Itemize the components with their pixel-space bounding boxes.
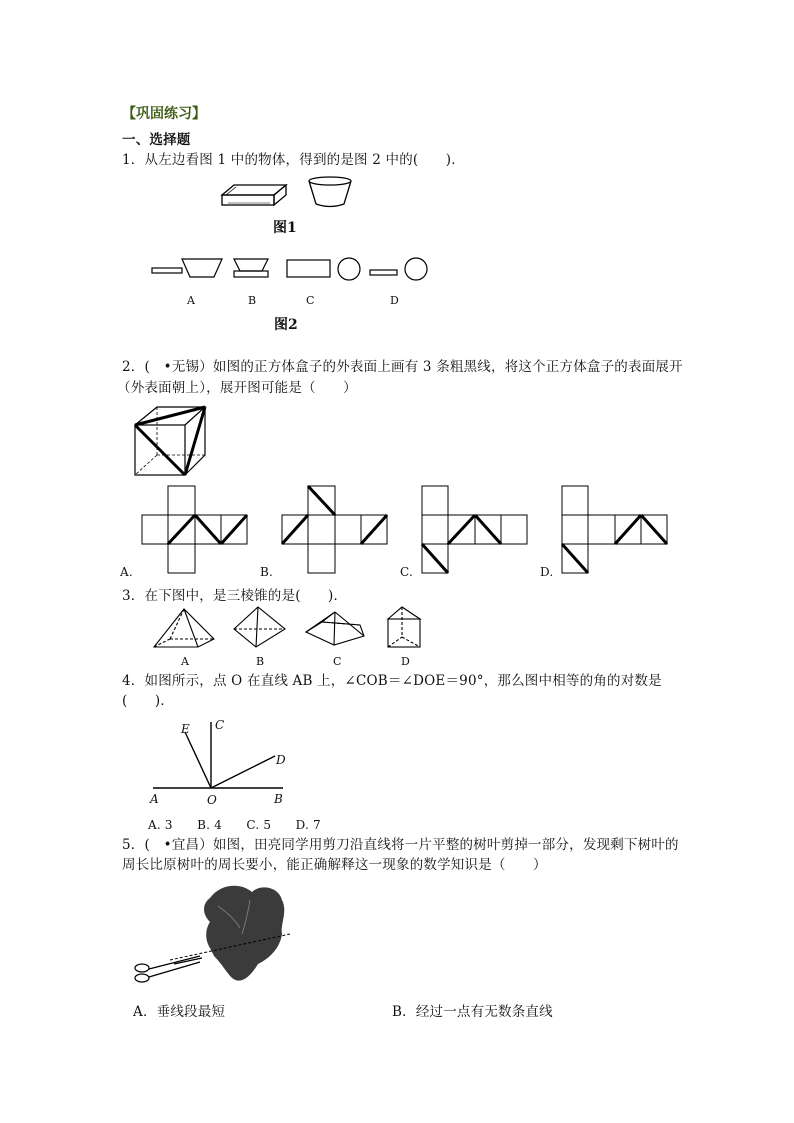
q5-leaf-scissors-figure: [130, 878, 300, 993]
q1-option-a-label: A: [187, 294, 195, 307]
question-1-text: 1．从左边看图 1 中的物体，得到的是图 2 中的( )．: [122, 152, 465, 168]
q1-figure1-objects: [218, 175, 358, 215]
q2-option-c-label: C.: [400, 565, 413, 579]
q1-figure2-caption: 图2: [274, 317, 298, 333]
q1-figure1-caption: 图1: [273, 220, 297, 236]
q4-point-e-label: E: [181, 722, 190, 736]
q1-option-b-label: B: [248, 294, 257, 307]
q1-option-d-label: D: [390, 294, 399, 307]
q3-option-b-label: B: [256, 655, 265, 668]
q3-option-d-label: D: [401, 655, 410, 668]
q4-point-b-label: B: [274, 792, 284, 806]
q4-point-c-label: C: [215, 718, 225, 732]
question-2-line1: 2．( •无锡）如图的正方体盒子的外表面上画有 3 条粗黑线，将这个正方体盒子的表面展开: [122, 359, 683, 375]
part-title: 一、选择题: [122, 132, 191, 148]
question-3-text: 3．在下图中，是三棱锥的是( )．: [122, 588, 348, 604]
q1-option-c-label: C: [306, 294, 315, 307]
q1-figure2-options: [150, 256, 435, 286]
q5-option-a: A．垂线段最短: [133, 1004, 226, 1020]
question-4-line2: ( )．: [122, 693, 175, 709]
q2-option-a-label: A.: [120, 565, 133, 579]
section-title: 【巩固练习】: [122, 106, 206, 122]
question-5-line2: 周长比原树叶的周长要小，能正确解释这一现象的数学知识是（ ）: [122, 857, 547, 873]
q4-point-d-label: D: [276, 753, 286, 767]
q3-option-a-label: A: [181, 655, 189, 668]
q3-option-c-label: C: [333, 655, 342, 668]
q3-solids-figure: [150, 605, 425, 655]
question-4-line1: 4．如图所示，点 O 在直线 AB 上，∠COB＝∠DOE＝90°，那么图中相等的角的对数是: [122, 673, 662, 689]
q5-option-b: B．经过一点有无数条直线: [392, 1004, 553, 1020]
q2-cube-figure: [133, 405, 213, 477]
question-5-line1: 5．( •宜昌）如图，田亮同学用剪刀沿直线将一片平整的树叶剪掉一部分，发现剩下树叶的: [122, 837, 679, 853]
q2-option-b-label: B.: [260, 565, 274, 579]
q4-point-a-label: A: [150, 792, 159, 806]
q4-choices: A. 3 B. 4 C. 5 D. 7: [148, 818, 321, 832]
q4-point-o-label: O: [207, 793, 218, 807]
q2-option-d-label: D.: [540, 565, 554, 579]
question-2-line2: （外表面朝上），展开图可能是（ ）: [117, 380, 357, 396]
